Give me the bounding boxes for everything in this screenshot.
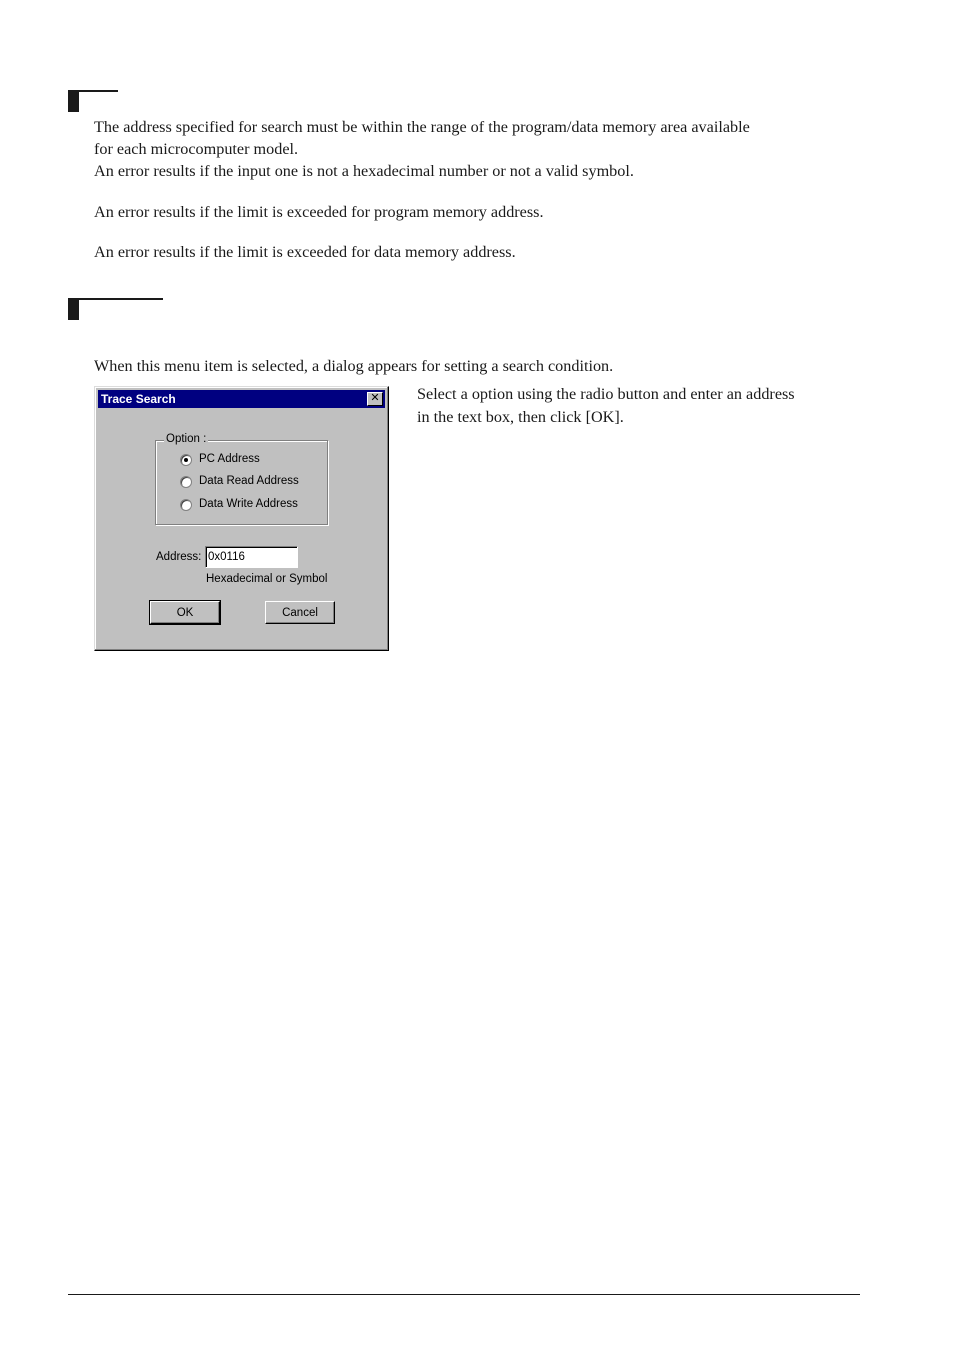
marker-rule — [79, 90, 118, 92]
radio-label-data-read-address: Data Read Address — [199, 475, 299, 487]
paragraph-range-cont: for each microcomputer model. — [94, 140, 299, 158]
radio-label-data-write-address: Data Write Address — [199, 498, 298, 510]
marker-block — [68, 90, 79, 112]
marker-block — [68, 298, 79, 320]
paragraph-range: The address specified for search must be within the range of the program/data memory area available — [94, 118, 750, 136]
option-groupbox — [155, 433, 328, 525]
dialog-titlebar — [98, 390, 385, 408]
option-group-label: Option : — [166, 433, 207, 445]
address-input[interactable] — [205, 546, 298, 568]
radio-selected-dot — [184, 458, 188, 462]
side-text-line-2: in the text box, then click [OK]. — [417, 408, 624, 426]
close-icon: ✕ — [370, 392, 380, 404]
paragraph-intro: When this menu item is selected, a dialog appears for setting a search condition. — [94, 357, 614, 375]
paragraph-error-input: An error results if the input one is not a hexadecimal number or not a valid symbol. — [94, 162, 634, 180]
trace-search-dialog — [94, 386, 389, 651]
marker-rule — [79, 298, 163, 300]
cancel-button[interactable]: Cancel — [265, 601, 335, 624]
footer-rule — [68, 1294, 860, 1295]
radio-button-icon[interactable] — [180, 499, 192, 511]
paragraph-error-data: An error results if the limit is exceeded for data memory address. — [94, 243, 516, 261]
address-label: Address: — [156, 551, 202, 563]
ok-button[interactable]: OK — [150, 601, 220, 624]
radio-button-icon[interactable] — [180, 454, 192, 466]
radio-button-icon[interactable] — [180, 476, 192, 488]
side-text-line-1: Select a option using the radio button and enter an address — [417, 385, 795, 403]
address-hint: Hexadecimal or Symbol — [206, 573, 328, 585]
paragraph-error-program: An error results if the limit is exceeded for program memory address. — [94, 203, 544, 221]
dialog-title: Trace Search — [101, 392, 176, 406]
close-button[interactable] — [367, 392, 383, 406]
radio-label-pc-address: PC Address — [199, 453, 260, 465]
